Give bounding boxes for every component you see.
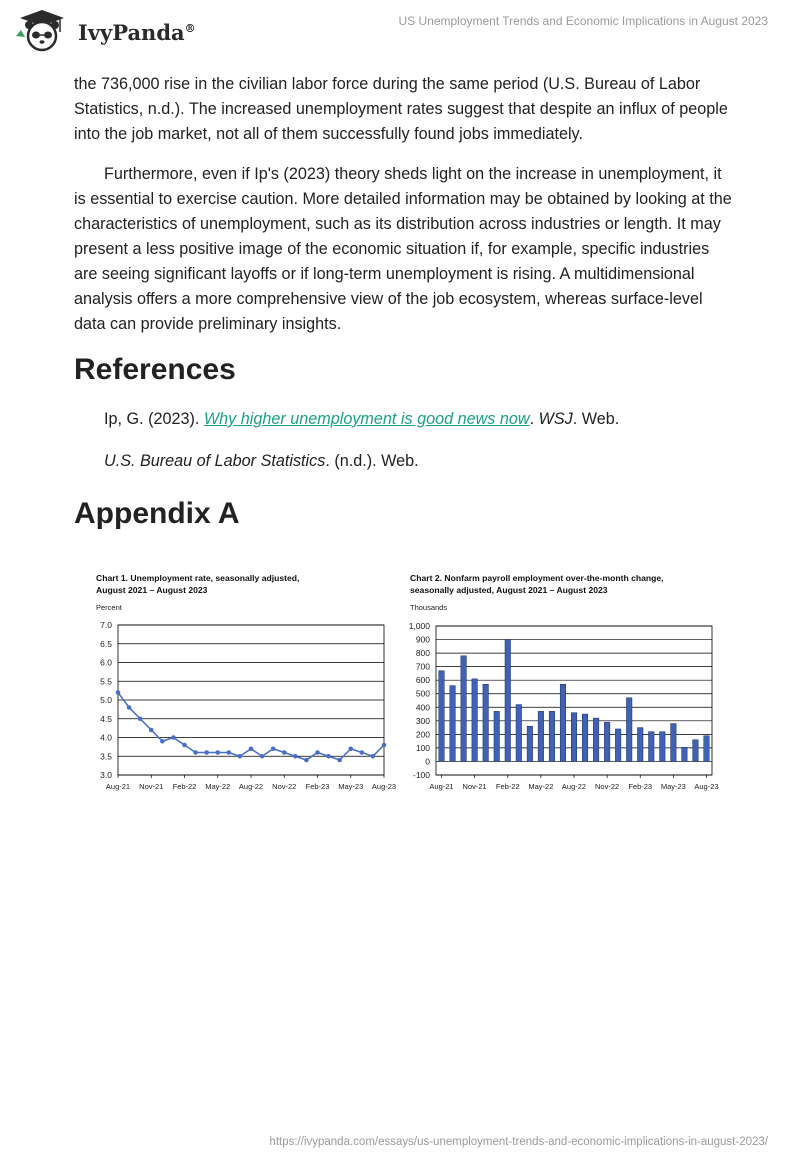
chart1-data-point [271,746,276,751]
chart2-xtick-label: Feb-22 [495,782,520,791]
chart1-ytick-label: 5.5 [100,676,112,687]
reference-author: Ip, G. (2023). [104,410,204,428]
chart2-ylabel: Thousands [410,603,448,612]
appendix-heading: Appendix A [74,497,240,530]
chart1-data-point [238,754,243,759]
chart1-data-point [116,690,121,695]
chart1-data-point [149,728,154,733]
chart2-ytick-label: 300 [415,715,430,726]
essay-content [74,72,734,531]
chart1-xtick-label: May-22 [205,782,231,791]
chart2-bar [671,724,677,762]
source-url[interactable]: https://ivypanda.com/essays/us-unemployment-trends-and-economic-implications-in-august-2023/ [269,1136,768,1148]
chart2-title: Chart 2. Nonfarm payroll employment over-the-month change, [410,573,664,583]
chart1-title: Chart 1. Unemployment rate, seasonally adjusted, [96,573,300,583]
reference-bls-suffix: . (n.d.). Web. [325,452,419,470]
chart2-bar [560,684,566,761]
ivypanda-logo[interactable] [14,8,214,52]
chart1-ytick-label: 3.0 [100,770,112,780]
chart1-ytick-label: 4.5 [100,713,112,724]
unemployment-rate-chart [88,565,400,805]
chart2-bar [527,726,533,761]
chart1-data-point [127,705,132,710]
chart2-bar [626,698,632,762]
reference-journal: WSJ [538,410,573,428]
page-header [0,0,800,60]
body-paragraph-2: Furthermore, even if Ip's (2023) theory sheds light on the increase in unemployment, it is essential to exercise caution. More detailed information may be obtained by looking at the characteristics of unemployment, such as its distribution across industries or length. It may present a less positive image of the economic situation if, for example, specific industries are seeing significant layoffs or if long-term unemployment is rising. A multidimensional analysis offers a more comprehensive view of the job ecosystem, whereas surface-level data can provide preliminary insights. [74,165,732,333]
chart2-ytick-label: 600 [415,675,430,686]
brand-text: IvyPanda [78,20,185,45]
chart2-bar [439,671,445,762]
chart2-xtick-label: Aug-21 [429,782,454,791]
reference-suffix: . Web. [572,410,620,428]
chart2-bar [704,736,710,762]
chart2-xtick-label: May-22 [528,782,554,791]
chart1-xtick-label: Aug-22 [238,782,264,791]
chart2-bar [693,740,699,762]
chart1-data-point [260,754,265,759]
chart2-ytick-label: 100 [415,742,430,753]
chart1-data-point [204,750,209,755]
chart1-xtick-label: Feb-23 [305,782,330,791]
chart2-ytick-label: 800 [415,648,430,659]
chart2-subtitle: seasonally adjusted, August 2021 – August 2023 [410,585,608,595]
chart2-bar [649,732,655,762]
chart2-bar [582,714,588,761]
chart2-ytick-label: 0 [425,756,430,767]
chart2-bar [538,711,544,761]
chart2-bar [483,684,489,761]
chart1-data-point [227,750,232,755]
appendix-charts [88,565,728,805]
chart1-data-point [293,754,298,759]
chart1-data-point [382,743,387,748]
chart1-ytick-label: 6.5 [100,638,112,649]
chart2-bar [615,729,621,762]
chart2-xtick-label: May-23 [660,782,686,791]
chart1-data-point [371,754,376,759]
chart1-ytick-label: 3.5 [100,751,112,762]
chart2-bar [682,747,688,761]
chart2-bar [660,732,666,762]
chart1-xtick-label: Nov-22 [272,782,297,791]
chart1-data-point [315,750,320,755]
chart1-data-point [337,758,342,763]
reference-bls-title: U.S. Bureau of Labor Statistics [104,452,326,470]
reference-item-ip [104,407,734,431]
chart1-data-point [182,743,187,748]
chart1-xtick-label: Aug-23 [371,782,397,791]
chart2-ytick-label: 500 [415,688,430,699]
chart2-xtick-label: Aug-22 [561,782,587,791]
chart2-xtick-label: Nov-22 [595,782,620,791]
payroll-change-chart [400,565,728,805]
chart1-data-point [171,735,176,740]
chart1-data-point [249,746,254,751]
chart2-bar [505,640,511,762]
chart1-data-point [348,746,353,751]
chart1-ytick-label: 7.0 [100,620,112,630]
panda-icon [14,8,70,52]
chart2-bar [549,711,555,761]
body-paragraph-1: the 736,000 rise in the civilian labor force during the same period (U.S. Bureau of Labor Statistics, n.d.). The increased unemployment rates suggest that despite an influx of people into the job market, not all of them successfully found jobs immediately. [74,75,728,143]
chart1-ytick-label: 6.0 [100,657,112,668]
chart1-xtick-label: Aug-21 [105,782,131,791]
document-title: US Unemployment Trends and Economic Implications in August 2023 [398,14,768,28]
chart1-ylabel: Percent [96,603,122,612]
registered-mark: ® [184,22,196,35]
chart2-xtick-label: Feb-23 [628,782,653,791]
chart1-data-point [215,750,220,755]
chart1-data-point [326,754,331,759]
reference-item-bls [104,449,734,473]
chart1-xtick-label: Nov-21 [139,782,164,791]
chart2-ytick-label: 1,000 [408,621,430,631]
chart2-ytick-label: 700 [415,661,430,672]
reference-link[interactable]: Why higher unemployment is good news now [203,410,530,428]
chart1-data-point [360,750,365,755]
chart1-data-point [282,750,287,755]
chart1-data-point [138,716,143,721]
chart1-xtick-label: May-23 [338,782,364,791]
chart2-bar [494,711,500,761]
chart2-ytick-label: 900 [415,634,430,645]
chart1-data-point [304,758,309,763]
chart1-ytick-label: 5.0 [100,695,112,705]
chart2-bar [472,679,478,762]
chart2-ytick-label: -100 [412,770,430,780]
chart2-bar [516,705,522,762]
chart2-xtick-label: Aug-23 [694,782,719,791]
chart1-data-point [193,750,198,755]
chart1-xtick-label: Feb-22 [172,782,197,791]
chart2-bar [593,718,599,761]
chart1-data-point [160,739,165,744]
chart2-bar [571,713,577,762]
chart2-xtick-label: Nov-21 [462,782,487,791]
chart1-ytick-label: 4.0 [100,732,112,743]
references-heading: References [74,353,236,386]
brand-name [78,20,196,45]
chart2-bar [450,686,456,762]
chart2-ytick-label: 400 [415,702,430,713]
reference-separator: . [529,410,539,428]
chart2-ytick-label: 200 [415,729,430,740]
references-list [74,407,734,473]
chart2-bar [637,728,643,762]
chart2-bar [461,656,467,762]
chart2-bar [604,722,610,761]
chart1-subtitle: August 2021 – August 2023 [96,585,208,595]
